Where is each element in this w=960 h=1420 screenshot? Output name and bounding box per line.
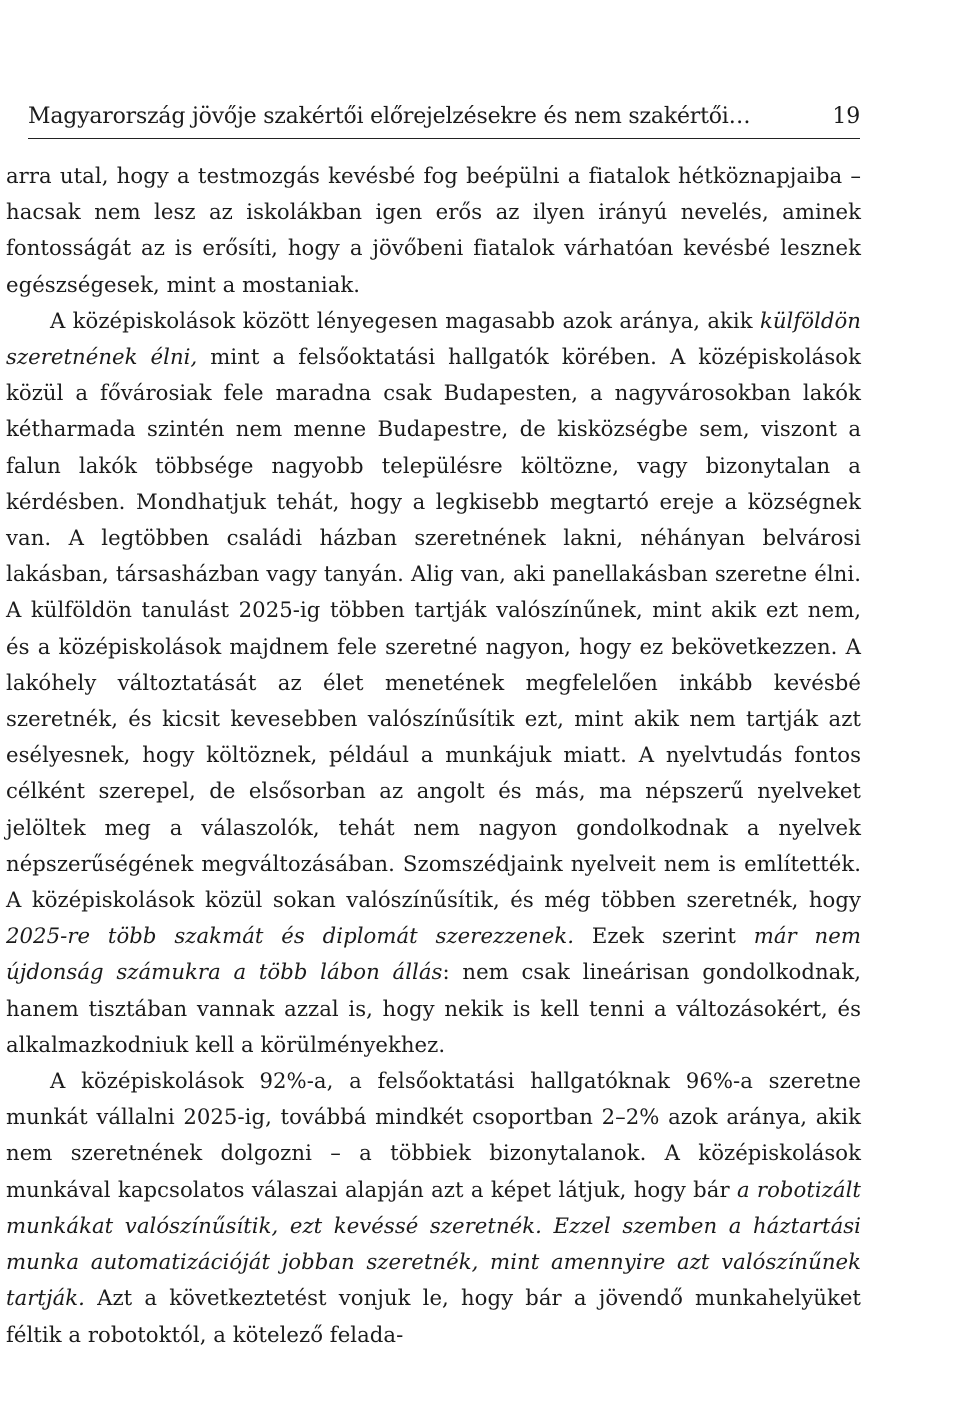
running-header: [28, 100, 860, 139]
paragraph-2-emphasis-2: 2025-re több szakmát és diplomát szerezzenek.: [6, 923, 575, 949]
paragraph-2-text-2: mint a felsőoktatási hallgatók körében. A középiskolások közül a fővárosiak fele maradna csak Budapesten, a nagyvárosokban lakók kétharmada szintén nem menne Budapestre, de kisközségbe sem, viszont a falun lakók többsége nagyobb településre költözne, vagy bizonytalan a kérdésben. Mondhatjuk tehát, hogy a legkisebb megtartó ereje a községnek van. A legtöbben családi házban szeretnének lakni, néhányan belvárosi lakásban, társasházban vagy tanyán. Alig van, aki panellakásban szeretne élni. A külföldön tanulást 2025-ig többen tartják valószínűnek, mint akik ezt nem, és a középiskolások majdnem fele szeretné nagyon, hogy ez bekövetkezzen. A lakóhely változtatását az élet menetének megfelelően inkább kevésbé szeretnék, és kicsit kevesebben valószínűsítik ezt, mint akik nem tartják azt esélyesnek, hogy költöznek, például a munkájuk miatt. A nyelvtudás fontos célként szerepel, de elsősorban az angolt és más, ma népszerű nyelveket jelöltek meg a válaszolók, tehát nem nagyon gondolkodnak a nyelvek népszerűségének megváltozásában. Szomszédjaink nyelveit nem is említették. A középiskolások közül sokan valószínűsítik, és még többen szeretnék, hogy: [6, 344, 861, 913]
running-header-title: Magyarország jövője szakértői előrejelzésekre és nem szakértői…: [28, 104, 751, 129]
paragraph-1: [6, 158, 861, 303]
paragraph-2: [6, 303, 861, 1063]
paragraph-3-text-1: A középiskolások 92%-a, a felsőoktatási hallgatóknak 96%-a szeretne munkát vállalni 2025-ig, továbbá mindkét csoportban 2–2% azok aránya, akik nem szeretnének dolgozni – a többiek bizonytalanok. A középiskolások munkával kapcsolatos válaszai alapján azt a képet látjuk, hogy bár: [6, 1068, 861, 1202]
paragraph-2-text-3: Ezek szerint: [574, 923, 754, 949]
page-number: 19: [832, 104, 860, 129]
paragraph-3: [6, 1063, 861, 1353]
paragraph-2-text-4: : nem csak lineárisan gondolkodnak, hanem tisztában vannak azzal is, hogy nekik is kell tenni a változásokért, és alkalmazkodniuk kell a körülményekhez.: [6, 959, 861, 1057]
paragraph-3-emphasis-1: a robotizált munkákat valószínűsítik, ezt kevéssé szeretnék. Ezzel szemben a háztartási munka automatizációját jobban szeretnék, mint amennyire azt valószínűnek tartják.: [6, 1176, 861, 1311]
paragraph-2-emphasis-1: külföldön szeretnének élni,: [6, 307, 861, 370]
paragraph-2-emphasis-3: már nem újdonság számukra a több lábon állás: [6, 923, 861, 985]
page-body: [6, 158, 861, 1353]
paragraph-2-text-1: A középiskolások között lényegesen magasabb azok aránya, akik: [50, 307, 760, 333]
paragraph-1-text: arra utal, hogy a testmozgás kevésbé fog beépülni a fiatalok hétköznapjaiba – hacsak nem lesz az iskolákban igen erős az ilyen irányú nevelés, aminek fontosságát az is erősíti, hogy a jövőbeni fiatalok várhatóan kevésbé lesznek egészségesek, mint a mostaniak.: [6, 163, 861, 297]
paragraph-3-text-2: Azt a következtetést vonjuk le, hogy bár a jövendő munkahelyüket féltik a robotoktól, a kötelező felada-: [6, 1285, 861, 1347]
